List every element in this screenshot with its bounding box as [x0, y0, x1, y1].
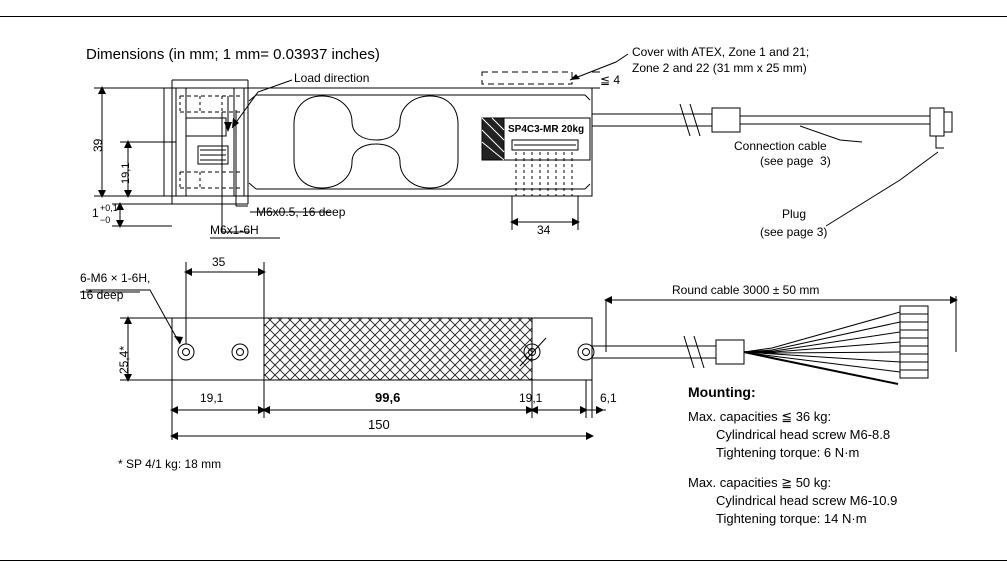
dimension-99-6: 99,6: [375, 390, 401, 405]
mounting-line-3: Tightening torque: 6 N·m: [716, 445, 860, 460]
thread-6m6-label-line1: 6-M6 × 1-6H,: [80, 271, 151, 285]
plug-label-line2: (see page 3): [760, 225, 828, 239]
dimension-19-1-left: 19,1: [200, 391, 224, 405]
dimension-150: 150: [368, 417, 390, 432]
dimension-19-1-side: 19,1: [120, 162, 132, 184]
dimension-19-1-right: 19,1: [519, 391, 543, 405]
footnote: * SP 4/1 kg: 18 mm: [118, 457, 222, 471]
mounting-line-5: Cylindrical head screw M6-10.9: [716, 493, 898, 508]
nameplate-label: SP4C3-MR 20kg: [508, 124, 585, 135]
dimension-39: 39: [91, 138, 105, 152]
dimension-35: 35: [212, 255, 226, 269]
mounting-line-4: Max. capacities ≧ 50 kg:: [688, 475, 832, 490]
dimension-thickness-lower-tolerance: −0: [100, 215, 111, 225]
connection-cable-label-line1: Connection cable: [734, 139, 827, 153]
thread-6m6-label-line2: 16 deep: [80, 288, 124, 302]
round-cable-label: Round cable 3000 ± 50 mm: [672, 283, 820, 297]
mounting-line-6: Tightening torque: 14 N·m: [716, 511, 867, 526]
figure-title: Dimensions (in mm; 1 mm= 0.03937 inches): [86, 46, 380, 63]
atex-cover-label-line1: Cover with ATEX, Zone 1 and 21;: [632, 45, 810, 59]
dimension-thickness-upper-tolerance: +0,1: [100, 203, 118, 213]
cover-height-dimension: ≦ 4: [600, 73, 621, 87]
dimension-6-1: 6,1: [600, 391, 617, 405]
mounting-heading: Mounting:: [688, 384, 756, 400]
thread-m6x1-label: M6x1-6H: [210, 223, 259, 237]
dimension-34: 34: [537, 223, 551, 237]
connection-cable-label-line2: (see page 3): [760, 154, 831, 168]
atex-cover-label-line2: Zone 2 and 22 (31 mm x 25 mm): [632, 61, 807, 75]
mounting-line-1: Max. capacities ≦ 36 kg:: [688, 409, 832, 424]
plug-label-line1: Plug: [782, 207, 807, 221]
dimension-25-4: 25,4*: [117, 345, 131, 374]
dimension-thickness: 1: [92, 206, 99, 220]
mounting-line-2: Cylindrical head screw M6-8.8: [716, 427, 891, 442]
thread-m6x05-label: M6x0.5, 16 deep: [256, 205, 346, 219]
load-direction-label: Load direction: [294, 71, 370, 85]
